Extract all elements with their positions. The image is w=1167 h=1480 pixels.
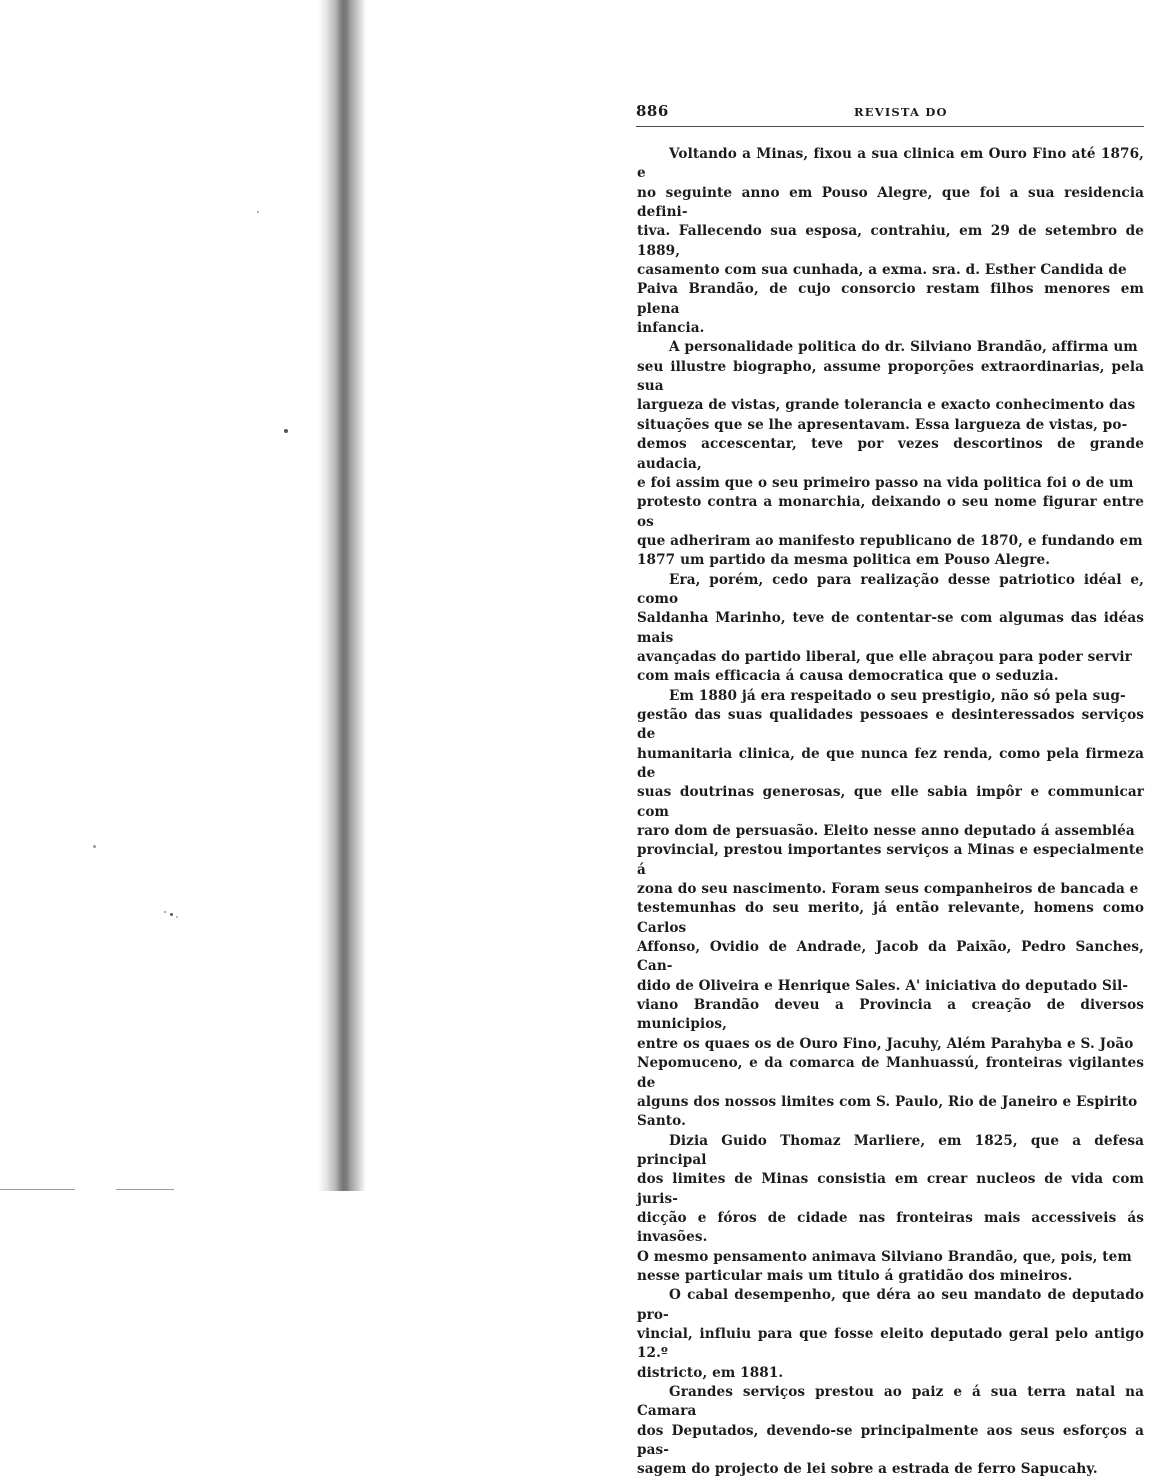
paragraph: Dizia Guido Thomaz Marliere, em 1825, que a defesa principal dos limites de Minas consistia em crear nucleos de vida com juris- dicção e fóros de cidade nas fronteiras mais accessiveis ás invasões. O mesmo pensamento animava Silviano Brandão, que, pois, tem nesse particular mais um titulo á gratidão dos mineiros.: [637, 1132, 1144, 1284]
binding-gutter-fold: [336, 0, 350, 1191]
scan-speck: [284, 429, 288, 433]
paragraph: Voltando a Minas, fixou a sua clinica em Ouro Fino até 1876, e no seguinte anno em Pouso Alegre, que foi a sua residencia defini- tiva. Fallecendo sua esposa, contrahiu, em 29 de setembro de 1889, casamento com sua cunhada, a exma. sra. d. Esther Candida de Paiva Brandão, de cujo consorcio restam filhos menores em plena infancia.: [637, 146, 1144, 337]
page-header: [636, 100, 1144, 127]
paragraph: O cabal desempenho, que déra ao seu mandato de deputado pro- vincial, influiu para que fosse eleito deputado geral pelo antigo 12.º districto, em 1881.: [637, 1287, 1144, 1381]
scan-speck: [257, 211, 259, 213]
page-number: 886: [636, 102, 669, 120]
paragraph: Em 1880 já era respeitado o seu prestigio, não só pela sug- gestão das suas qualidades pessoaes e desinteressados serviços de humanitaria clinica, de que nunca fez renda, como pela firmeza de suas doutrinas generosas, que elle sabia impôr e communicar com raro dom de persuasão. Eleito nesse anno deputado á assembléa provincial, prestou importantes serviços a Minas e especialmente á zona do seu nascimento. Foram seus companheiros de bancada e testemunhas do seu merito, já então relevante, homens como Carlos Affonso, Ovidio de Andrade, Jacob da Paixão, Pedro Sanches, Can- dido de Oliveira e Henrique Sales. A' iniciativa do deputado Sil- viano Brandão deveu a Provincia a creação de diversos municipios, entre os quaes os de Ouro Fino, Jacuhy, Além Parahyba e S. João Nepomuceno, e da comarca de Manhuassú, fronteiras vigilantes de alguns dos nossos limites com S. Paulo, Rio de Janeiro e Espirito Santo.: [637, 687, 1144, 1130]
scan-speck: [176, 916, 178, 918]
scan-edge-line: [116, 1189, 174, 1190]
scan-speck: [170, 913, 173, 916]
running-head: REVISTA DO: [854, 105, 948, 119]
scan-speck: [164, 911, 166, 913]
scan-speck: [93, 845, 96, 848]
article-body: [637, 145, 1144, 1480]
paragraph: Grandes serviços prestou ao paiz e á sua terra natal na Camara dos Deputados, devendo-se principalmente aos seus esforços a pas- sagem do projecto de lei sobre a estrada de ferro Sapucahy.: [637, 1384, 1144, 1478]
paragraph: Era, porém, cedo para realização desse patriotico idéal e, como Saldanha Marinho, teve de contentar-se com algumas das idéas mais avançadas do partido liberal, que elle abraçou para poder servir com mais efficacia á causa democratica que o seduzia.: [637, 571, 1144, 685]
scan-edge-line: [0, 1189, 75, 1190]
paragraph: A personalidade politica do dr. Silviano Brandão, affirma um seu illustre biographo, assume proporções extraordinarias, pela sua largueza de vistas, grande tolerancia e exacto conhecimento das situações que se lhe apresentavam. Essa largueza de vistas, po- demos accescentar, teve por vezes descortinos de grande audacia, e foi assim que o seu primeiro passo na vida politica foi o de um protesto contra a monarchia, deixando o seu nome figurar entre os que adheriram ao manifesto republicano de 1870, e fundando em 1877 um partido da mesma politica em Pouso Alegre.: [637, 339, 1144, 569]
